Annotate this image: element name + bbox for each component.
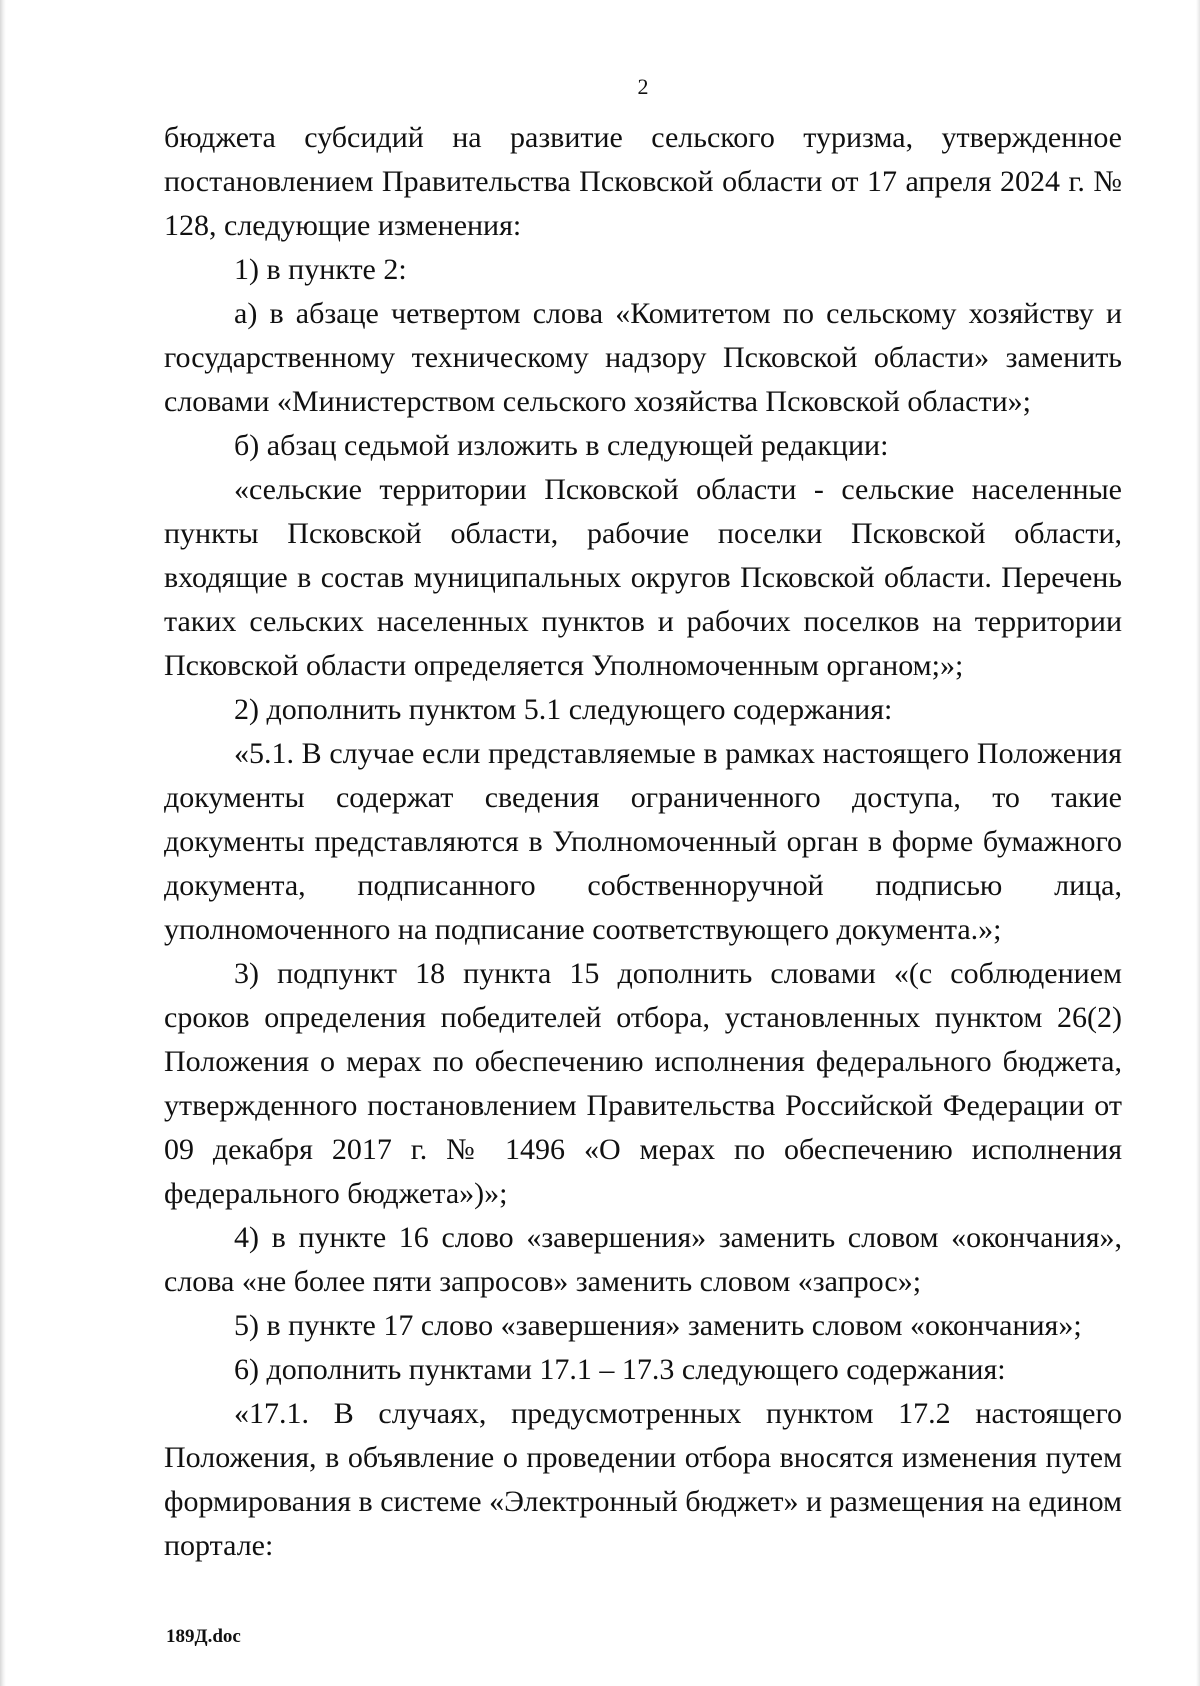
scan-left-edge	[0, 0, 6, 1686]
paragraph-item-1: 1) в пункте 2:	[234, 253, 407, 286]
paragraph-continuation: бюджета субсидий на развитие сельского туризма, утвержденное постановлением Правительства Псковской области от 17 апреля 2024 г. № 128, следующие изменения:	[164, 121, 1122, 242]
paragraph-item-1b: б) абзац седьмой изложить в следующей редакции:	[234, 429, 889, 462]
paragraph-quote-17-1: «17.1. В случаях, предусмотренных пунктом 17.2 настоящего Положения, в объявление о проведении отбора вносятся изменения путем формирования в системе «Электронный бюджет» и размещения на едином портале:	[164, 1397, 1122, 1562]
paragraph-quote-5-1: «5.1. В случае если представляемые в рамках настоящего Положения документы содержат сведения ограниченного доступа, то такие документы представляются в Уполномоченный орган в форме бумажного документа, подписанного собственноручной подписью лица, уполномоченного на подписание соответствующего документа.»;	[164, 737, 1122, 946]
scan-right-edge	[1196, 0, 1200, 1686]
paragraph-item-6: 6) дополнить пунктами 17.1 – 17.3 следующего содержания:	[234, 1353, 1006, 1386]
paragraph-item-3: 3) подпункт 18 пункта 15 дополнить словами «(с соблюдением сроков определения победителей отбора, установленных пунктом 26(2) Положения о мерах по обеспечению исполнения федерального бюджета, утвержденного постановлением Правительства Российской Федерации от 09 декабря 2017 г. № 1496 «О мерах по обеспечению исполнения федерального бюджета»)»;	[164, 957, 1122, 1210]
paragraph-item-2: 2) дополнить пунктом 5.1 следующего содержания:	[234, 693, 893, 726]
document-body	[164, 116, 1122, 1568]
paragraph-quote-rural-territories: «сельские территории Псковской области - сельские населенные пункты Псковской области, рабочие поселки Псковской области, входящие в состав муниципальных округов Псковской области. Перечень таких сельских населенных пунктов и рабочих поселков на территории Псковской области определяется Уполномоченным органом;»;	[164, 473, 1122, 682]
page-number: 2	[637, 74, 649, 99]
footer-filename: 189Д.doc	[166, 1626, 241, 1647]
paragraph-item-5: 5) в пункте 17 слово «завершения» заменить словом «окончания»;	[234, 1309, 1082, 1342]
paragraph-item-4: 4) в пункте 16 слово «завершения» заменить словом «окончания», слова «не более пяти запросов» заменить словом «запрос»;	[164, 1221, 1122, 1298]
paragraph-item-1a: а) в абзаце четвертом слова «Комитетом по сельскому хозяйству и государственному техническому надзору Псковской области» заменить словами «Министерством сельского хозяйства Псковской области»;	[164, 297, 1122, 418]
